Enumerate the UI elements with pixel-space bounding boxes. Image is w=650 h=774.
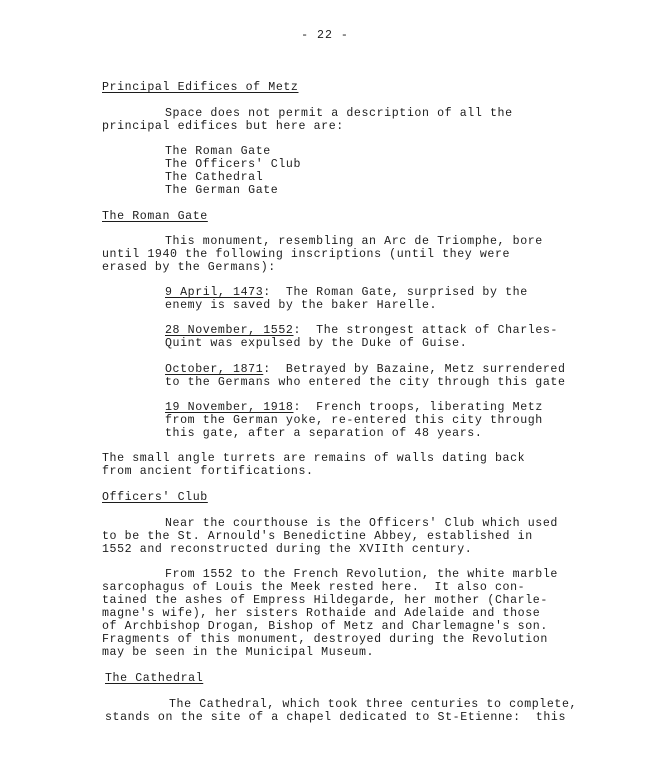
paragraph-line: until 1940 the following inscriptions (until they were [102,248,511,261]
inscription-line: this gate, after a separation of 48 years. [165,427,483,440]
inscription-text: : The Roman Gate, surprised by the [263,286,528,299]
paragraph-line: sarcophagus of Louis the Meek rested here. It also con- [102,581,526,594]
inscription-line: to the Germans who entered the city through this gate [165,376,566,389]
inscription-line: from the German yoke, re-entered this city through [165,414,543,427]
paragraph-line: The small angle turrets are remains of walls dating back [102,452,526,465]
paragraph-line: of Archbishop Drogan, Bishop of Metz and Charlemagne's son. [102,620,548,633]
section-heading-principal-edifices: Principal Edifices of Metz [102,81,299,94]
edifice-list-item: The Officers' Club [165,158,302,171]
inscription-line [165,402,543,415]
paragraph-line: to be the St. Arnould's Benedictine Abbey, established in [102,530,533,543]
paragraph-line: The Cathedral, which took three centuries to complete, [169,698,578,711]
edifice-list-item: The German Gate [165,184,279,197]
paragraph-line: Space does not permit a description of all the [165,107,513,120]
paragraph-line: From 1552 to the French Revolution, the white marble [165,568,558,581]
paragraph-line: may be seen in the Municipal Museum. [102,646,375,659]
inscription-line: Quint was expulsed by the Duke of Guise. [165,337,468,350]
edifice-list-item: The Roman Gate [165,145,271,158]
inscription-date: 19 November, 1918 [165,401,294,414]
paragraph-line: Fragments of this monument, destroyed during the Revolution [102,633,548,646]
inscription-line [165,325,558,338]
section-heading-officers-club: Officers' Club [102,491,208,504]
inscription-text: : Betrayed by Bazaine, Metz surrendered [263,363,566,376]
paragraph-line: stands on the site of a chapel dedicated to St-Etienne: this [105,711,566,724]
inscription-date: 28 November, 1552 [165,324,294,337]
paragraph-line: from ancient fortifications. [102,465,314,478]
paragraph-line: Near the courthouse is the Officers' Club which used [165,517,558,530]
paragraph-line: magne's wife), her sisters Rothaide and Adelaide and those [102,607,541,620]
inscription-date: 9 April, 1473 [165,286,264,299]
edifice-list-item: The Cathedral [165,171,264,184]
inscription-line: enemy is saved by the baker Harelle. [165,299,438,312]
inscription-date: October, 1871 [165,363,264,376]
section-heading-cathedral: The Cathedral [105,672,204,685]
paragraph-line: erased by the Germans): [102,261,276,274]
inscription-text: : The strongest attack of Charles- [293,324,558,337]
paragraph-line: 1552 and reconstructed during the XVIIth century. [102,543,473,556]
inscription-text: : French troops, liberating Metz [293,401,543,414]
inscription-line [165,364,566,377]
section-heading-roman-gate: The Roman Gate [102,210,208,223]
paragraph-line: principal edifices but here are: [102,120,344,133]
paragraph-line: This monument, resembling an Arc de Triomphe, bore [165,235,543,248]
page-number: - 22 - [301,29,349,42]
inscription-line [165,287,528,300]
paragraph-line: tained the ashes of Empress Hildegarde, her mother (Charle- [102,594,548,607]
